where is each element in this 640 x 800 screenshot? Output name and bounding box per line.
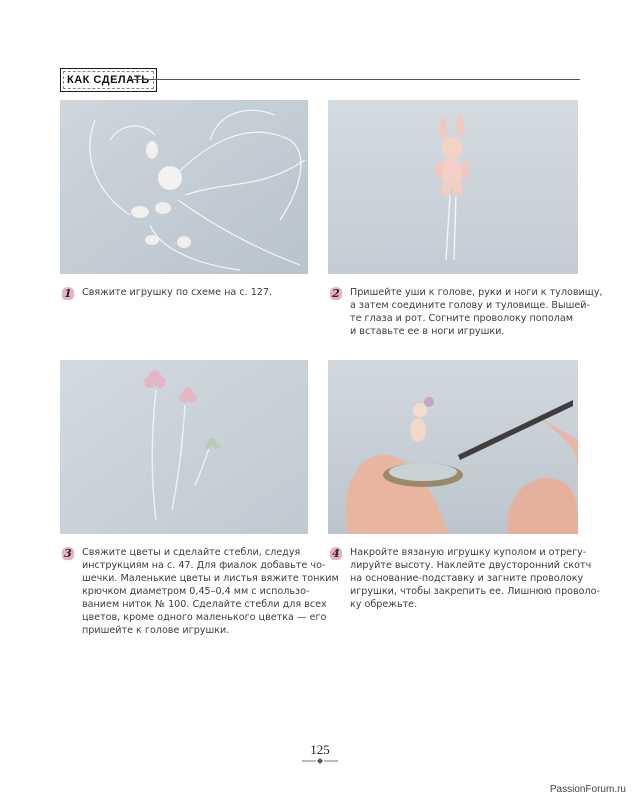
step-number: 3: [64, 547, 72, 560]
step-number: 2: [332, 287, 340, 300]
step-line: Свяжите цветы и сделайте стебли, следуя: [82, 547, 301, 558]
step-line: те глаза и рот. Согните проволоку пополам: [350, 313, 574, 324]
photo-crochet-parts: [60, 100, 308, 274]
photo-bunny-assembled: [328, 100, 578, 274]
step-line: крючком диаметром 0,45–0,4 мм с использо-: [82, 586, 310, 597]
step-line: Пришейте уши к голове, руки и ноги к туловищу,: [350, 287, 603, 298]
watermark: PassionForum.ru: [549, 784, 626, 795]
step-number-badge: [328, 286, 344, 302]
photo-violets: [60, 360, 308, 534]
step-text: [350, 546, 600, 611]
step-number-badge: [328, 546, 344, 562]
step-line: и вставьте ее в ноги игрушки.: [350, 326, 505, 337]
step-line: ку обрежьте.: [350, 599, 418, 610]
step-line: цветов, кроме одного маленького цветка — его: [82, 612, 327, 623]
step-text: [82, 286, 272, 299]
step-line: пришейте к голове игрушки.: [82, 625, 230, 636]
step-line: Накройте вязаную игрушку куполом и отрегу-: [350, 547, 587, 558]
step-number: 4: [332, 547, 340, 560]
step-number-badge: [60, 286, 76, 302]
step-line: Свяжите игрушку по схеме на с. 127.: [82, 287, 273, 298]
ornament-icon: [300, 758, 340, 764]
page-number: 125: [310, 742, 330, 757]
step-line: а затем соедините голову и туловище. Вышей-: [350, 300, 590, 311]
step-line: ванием ниток № 100. Сделайте стебли для всех: [82, 599, 327, 610]
step-line: шечки. Маленькие цветы и листья вяжите тонким: [82, 573, 339, 584]
step-text: [82, 546, 339, 637]
photo-dome-base: [328, 360, 578, 534]
step-line: игрушки, чтобы закрепить ее. Лишнюю проволо-: [350, 586, 601, 597]
step-number-badge: [60, 546, 76, 562]
step-line: лируйте высоту. Наклейте двусторонний скотч: [350, 560, 592, 571]
step-text: [350, 286, 603, 338]
step-line: на основание-подставку и загните проволоку: [350, 573, 584, 584]
step-number: 1: [64, 287, 72, 300]
section-label: КАК СДЕЛАТЬ: [60, 68, 157, 92]
step-line: инструкциям на с. 47. Для фиалок добавьте чо-: [82, 560, 326, 571]
header-rule: [128, 79, 580, 80]
